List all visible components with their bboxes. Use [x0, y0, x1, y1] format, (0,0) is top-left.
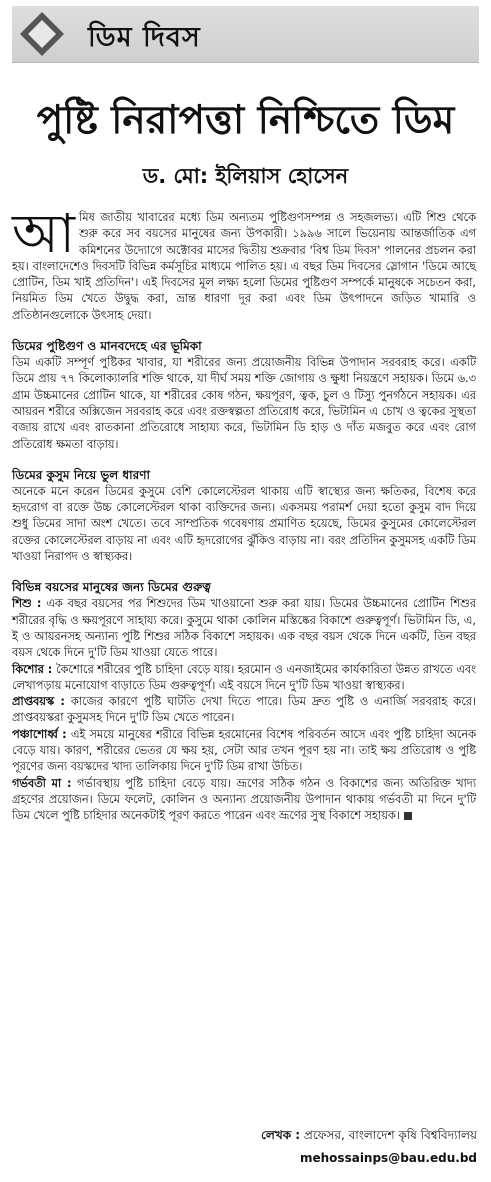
- section-header-band: [12, 6, 479, 63]
- age-label: গর্ভবতী মা :: [12, 776, 72, 790]
- article-author: ড. মো: ইলিয়াস হোসেন: [142, 164, 349, 188]
- section-title: ডিম দিবস: [88, 22, 201, 53]
- age-item-adult: [12, 694, 476, 727]
- section-nutrition: [12, 338, 476, 453]
- intro-paragraph: [12, 202, 476, 324]
- writer-text: প্রফেসর, বাংলাদেশ কৃষি বিশ্ববিদ্যালয়: [300, 1128, 477, 1142]
- age-label: শিশু :: [12, 597, 42, 611]
- section-yolk-myth: [12, 467, 476, 565]
- article-body: [12, 202, 477, 825]
- section-heading: বিভিন্ন বয়সের মানুষের জন্য ডিমের গুরুত্ব: [12, 580, 211, 595]
- end-mark-icon: [404, 812, 412, 820]
- age-item-elderly: [12, 727, 476, 776]
- intro-text: মিষ জাতীয় খাবারের মধ্যে ডিম অন্যতম পুষ্টিগুণসম্পন্ন ও সহজলভ্য। এটি শিশু থেকে শুরু করে সব বয়সের মানুষের জন্য উপকারী। ১৯৯৬ সালে ভিয়েনায় আন্তর্জাতিক এগ কমিশনের উদ্যোগে অক্টোবর মাসের দ্বিতীয় শুক্রবার 'বিশ্ব ডিম দিবস' পালনের প্রচলন করা হয়। বাংলাদেশেও দিবসটি বিভিন্ন কর্মসূচির মাধ্যমে পালিত হয়। এ বছর ডিম দিবসের স্লোগান 'ডিমে আছে প্রোটিন, ডিম খাই প্রতিদিন'। এই দিবসের মূল লক্ষ্য হলো ডিমের পুষ্টিগুণ সম্পর্কে মানুষকে সচেতন করা, নিয়মিত ডিম খেতে উদ্বুদ্ধ করা, ভ্রান্ত ধারণা দূর করা এবং ডিম উৎপাদনে জড়িত খামারি ও প্রতিষ্ঠানগুলোকে উৎসাহ দেয়া।: [12, 211, 476, 322]
- section-heading: ডিমের কুসুম নিয়ে ভুল ধারণা: [12, 467, 150, 482]
- section-paragraph: ডিম একটি সম্পূর্ণ পুষ্টিকর খাবার, যা শরীরের জন্য প্রয়োজনীয় বিভিন্ন উপাদান সরবরাহ করে। একটি ডিমে প্রায় ৭৭ কিলোক্যালরি শক্তি থাকে, যা দীর্ঘ সময় শক্তি জোগায় ও ক্ষুধা নিয়ন্ত্রণে সহায়ক। ডিমে ৬.৩ গ্রাম উচ্চমানের প্রোটিন থাকে, যা শরীরের কোষ গঠন, ক্ষয়পূরণ, ত্বক, চুল ও টিস্যু পুনর্গঠনে সহায়ক। এর আয়রন শরীরে অক্সিজেন সরবরাহ করে এবং রক্তস্বল্পতা প্রতিরোধ করে, ভিটামিন এ চোখ ও ত্বকের সুস্থতা বজায় রাখে এবং রাতকানা প্রতিরোধে সাহায্য করে, ভিটামিন ডি হাড় ও দাঁত মজবুত করে এবং রোগ প্রতিরোধ ক্ষমতা বাড়ায়।: [12, 356, 476, 451]
- age-label: কিশোর :: [12, 662, 53, 676]
- age-item-pregnant: [12, 776, 476, 825]
- writer-email[interactable]: mehossainps@bau.edu.bd: [300, 1151, 477, 1165]
- age-text: এক বছর বয়সের পর শিশুদের ডিম খাওয়ানো শুরু করা যায়। ডিমের উচ্চমানের প্রোটিন শিশুর শরীরের বৃদ্ধি ও ক্ষয়পূরণে সাহায্য করে। কুসুমে থাকা কোলিন মস্তিষ্কের বিকাশে গুরুত্বপূর্ণ। ভিটামিন ডি, এ, ই ও আয়রনসহ অন্যান্য পুষ্টি শিশুর সঠিক বিকাশে সহায়ক। এক বছর বয়স থেকে দিনে একটি, তিন বছর বয়স থেকে দিনে দু'টি ডিম খাওয়া যেতে পারে।: [12, 597, 476, 660]
- writer-credit: [261, 1127, 477, 1147]
- age-label: পঞ্চাশোর্ধ্ব :: [12, 727, 67, 741]
- writer-label: লেখক :: [261, 1128, 301, 1142]
- age-text: কৈশোরে শরীরের পুষ্টি চাহিদা বেড়ে যায়। হরমোন ও এনজাইমের কার্যকারিতা উন্নত রাখতে এবং লেখাপড়ায় মনোযোগ বাড়াতে ডিম গুরুত্বপূর্ণ। এই বয়সে দিনে দু'টি ডিম খাওয়া স্বাস্থ্যকর।: [12, 662, 476, 692]
- age-text: কাজের কারণে পুষ্টি ঘাটতি দেখা দিতে পারে। ডিম দ্রুত পুষ্টি ও এনার্জি সরবরাহ করে। প্রাপ্তবয়স্করা কুসুমসহ দিনে দু'টি ডিম খেতে পারেন।: [12, 695, 476, 725]
- age-item-teen: [12, 662, 476, 695]
- section-paragraph: অনেকে মনে করেন ডিমের কুসুমে বেশি কোলেস্টেরল থাকায় এটি স্বাস্থ্যের জন্য ক্ষতিকর, বিশেষ করে হৃদরোগ বা রক্তে উচ্চ কোলেস্টেরল থাকা ব্যক্তিদের জন্য। একসময় পরামর্শ দেয়া হতো কুসুম বাদ দিয়ে শুধু ডিমের সাদা অংশ খেতে। তবে সাম্প্রতিক গবেষণায় প্রমাণিত হয়েছে, ডিমের কুসুমের কোলেস্টেরল রক্তের কোলেস্টেরল বাড়ায় না এবং এটি হৃদরোগের ঝুঁকিও বাড়ায় না। বরং প্রতিদিন কুসুমসহ একটি ডিম খাওয়া নিরাপদ ও স্বাস্থ্যকর।: [12, 484, 476, 564]
- age-text: গর্ভাবস্থায় পুষ্টি চাহিদা বেড়ে যায়। ভ্রূণের সঠিক গঠন ও বিকাশের জন্য অতিরিক্ত খাদ্য গ্রহণের প্রয়োজন। ডিমে ফলেট, কোলিন ও অন্যান্য প্রয়োজনীয় উপাদান থাকায় গর্ভবতী মা দিনে দু'টি ডিম খেলে পুষ্টি চাহিদার অনেকটাই পূরণ করতে পারেন এবং ভ্রূণের সুস্থ বিকাশে সহায়ক।: [12, 776, 477, 823]
- age-item-child: [12, 596, 476, 661]
- dropcap: আ: [12, 202, 75, 265]
- diamond-logo-icon: [18, 10, 66, 58]
- section-age-groups: [12, 579, 476, 824]
- article-headline: পুষ্টি নিরাপত্তা নিশ্চিতে ডিম: [36, 98, 455, 143]
- age-text: এই সময়ে মানুষের শরীরে বিভিন্ন হরমোনের বিশেষ পরিবর্তন আসে এবং পুষ্টি চাহিদা অনেক বেড়ে যায়। কারণ, শরীরের ভেতর যে ক্ষয় হয়, সেটা আর তখন পূরণ হয় না। তাই ক্ষয় প্রতিরোধ ও পুষ্টি পূরণের জন্য বয়স্কদের খাদ্য তালিকায় দিনে দু'টি ডিম রাখা উচিত।: [12, 727, 477, 774]
- section-heading: ডিমের পুষ্টিগুণ ও মানবদেহে এর ভূমিকা: [12, 339, 202, 354]
- age-label: প্রাপ্তবয়স্ক :: [12, 695, 65, 709]
